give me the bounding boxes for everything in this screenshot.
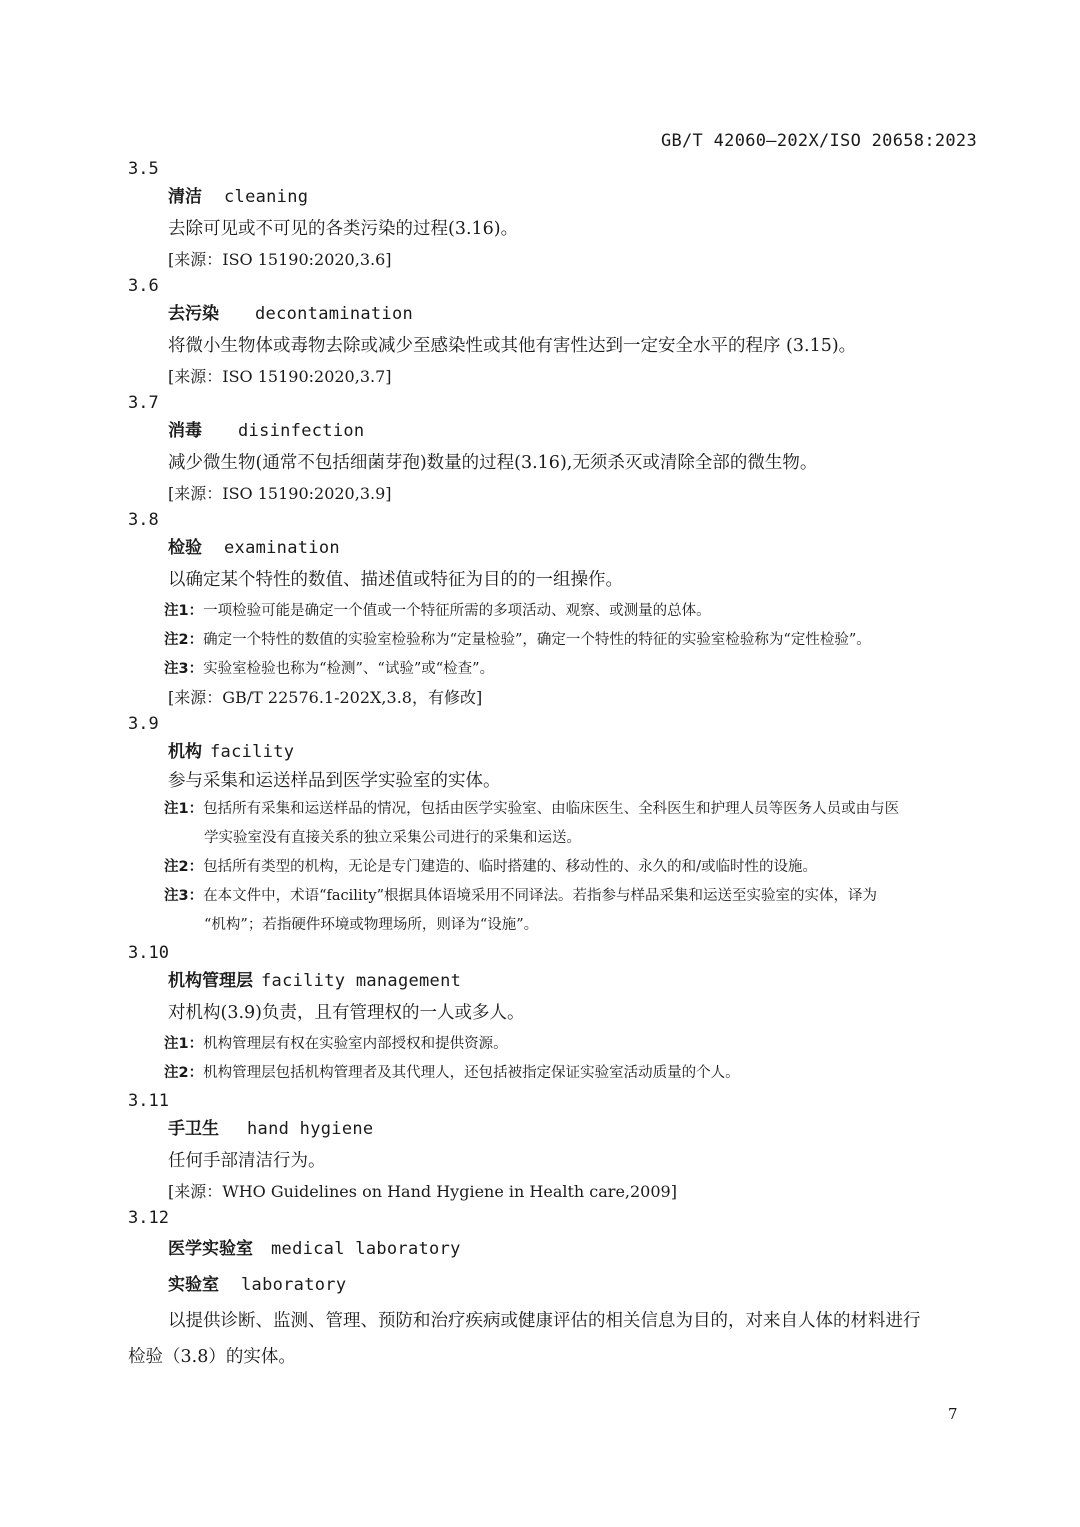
term-zh: 机构	[168, 742, 202, 762]
term-zh: 实验室	[168, 1275, 219, 1295]
definition: 对机构(3.9)负责，且有管理权的一人或多人。	[168, 1003, 525, 1023]
term-en: examination	[224, 538, 340, 558]
definition-line: 以提供诊断、监测、管理、预防和治疗疾病或健康评估的相关信息为目的，对来自人体的材料进行	[168, 1311, 921, 1331]
definition: 参与采集和运送样品到医学实验室的实体。	[168, 771, 501, 791]
entry-number: 3.11	[128, 1091, 169, 1111]
note	[128, 853, 980, 882]
entry-number: 3.7	[128, 393, 159, 413]
term-en: decontamination	[255, 304, 414, 324]
entry-number: 3.10	[128, 943, 169, 963]
source: [来源：ISO 15190:2020,3.7]	[168, 367, 392, 386]
definition: 任何手部清洁行为。	[168, 1151, 326, 1171]
content	[128, 156, 980, 1375]
term-en: laboratory	[241, 1275, 347, 1295]
term-en: cleaning	[224, 187, 309, 207]
entry-number: 3.5	[128, 159, 159, 179]
note-label: 注3：	[164, 661, 204, 677]
note-text: 确定一个特性的数值的实验室检验称为“定量检验”，确定一个特性的特征的实验室检验称为“定性检验”。	[203, 632, 871, 648]
page-number: 7	[948, 1405, 958, 1423]
term	[128, 182, 980, 212]
note-continuation: 学实验室没有直接关系的独立采集公司进行的采集和运送。	[204, 830, 581, 846]
note-text: 机构管理层包括机构管理者及其代理人，还包括被指定保证实验室活动质量的个人。	[203, 1065, 740, 1081]
note	[128, 882, 980, 940]
definition: 以确定某个特性的数值、描述值或特征为目的的一组操作。	[168, 570, 623, 590]
term-zh: 去污染	[168, 304, 219, 324]
note-text: 包括所有类型的机构，无论是专门建造的、临时搭建的、移动性的、永久的和/或临时性的设施。	[203, 859, 817, 875]
entry-number: 3.8	[128, 510, 159, 530]
note	[128, 626, 980, 655]
term-zh: 清洁	[168, 187, 202, 207]
note-text: 机构管理层有权在实验室内部授权和提供资源。	[203, 1036, 508, 1052]
standard-header: GB/T 42060—202X/ISO 20658:2023	[660, 131, 977, 151]
note	[128, 1059, 980, 1088]
note-text: 一项检验可能是确定一个值或一个特征所需的多项活动、观察、或测量的总体。	[203, 603, 711, 619]
note	[128, 1030, 980, 1059]
definition: 去除可见或不可见的各类污染的过程(3.16)。	[168, 219, 519, 239]
term-zh: 检验	[168, 538, 202, 558]
term-en: facility management	[261, 971, 462, 991]
definition: 将微小生物体或毒物去除或减少至感染性或其他有害性达到一定安全水平的程序 (3.15)。	[168, 336, 857, 356]
source: [来源：GB/T 22576.1-202X,3.8，有修改]	[168, 688, 483, 707]
note-continuation: “机构”；若指硬件环境或物理场所，则译为“设施”。	[204, 917, 539, 933]
term	[128, 416, 980, 446]
note	[128, 795, 980, 853]
term-en: medical laboratory	[271, 1239, 461, 1259]
term-en: facility	[210, 742, 295, 762]
definition	[128, 1303, 980, 1375]
term-zh: 医学实验室	[168, 1239, 253, 1259]
entry-number: 3.6	[128, 276, 159, 296]
note	[128, 597, 980, 626]
term-zh: 机构管理层	[168, 971, 253, 991]
term	[128, 1231, 980, 1267]
term	[128, 1114, 980, 1144]
definition-line: 检验（3.8）的实体。	[128, 1347, 296, 1367]
note-text: 包括所有采集和运送样品的情况，包括由医学实验室、由临床医生、全科医生和护理人员等医务人员或由与医	[203, 801, 900, 817]
note-label: 注1：	[164, 1036, 204, 1052]
entry-number: 3.9	[128, 714, 159, 734]
term-en: hand hygiene	[247, 1119, 374, 1139]
definition: 减少微生物(通常不包括细菌芽孢)数量的过程(3.16),无须杀灭或清除全部的微生物。	[168, 453, 818, 473]
note-label: 注2：	[164, 859, 204, 875]
note-text: 实验室检验也称为“检测”、“试验”或“检查”。	[203, 661, 495, 677]
entry-number: 3.12	[128, 1208, 169, 1228]
term	[128, 299, 980, 329]
source: [来源：ISO 15190:2020,3.9]	[168, 484, 392, 503]
admitted-term	[128, 1267, 980, 1303]
note-label: 注1：	[164, 603, 204, 619]
term	[128, 533, 980, 563]
note-label: 注1：	[164, 801, 204, 817]
term-zh: 手卫生	[168, 1119, 219, 1139]
note-label: 注2：	[164, 1065, 204, 1081]
note-label: 注2：	[164, 632, 204, 648]
term	[128, 737, 980, 767]
note-label: 注3：	[164, 888, 204, 904]
source: [来源：WHO Guidelines on Hand Hygiene in Health care,2009]	[168, 1182, 677, 1201]
term-en: disinfection	[238, 421, 365, 441]
term-zh: 消毒	[168, 421, 202, 441]
source: [来源：ISO 15190:2020,3.6]	[168, 250, 392, 269]
note	[128, 655, 980, 684]
term	[128, 966, 980, 996]
note-text: 在本文件中，术语“facility”根据具体语境采用不同译法。若指参与样品采集和运送至实验室的实体，译为	[203, 888, 877, 904]
